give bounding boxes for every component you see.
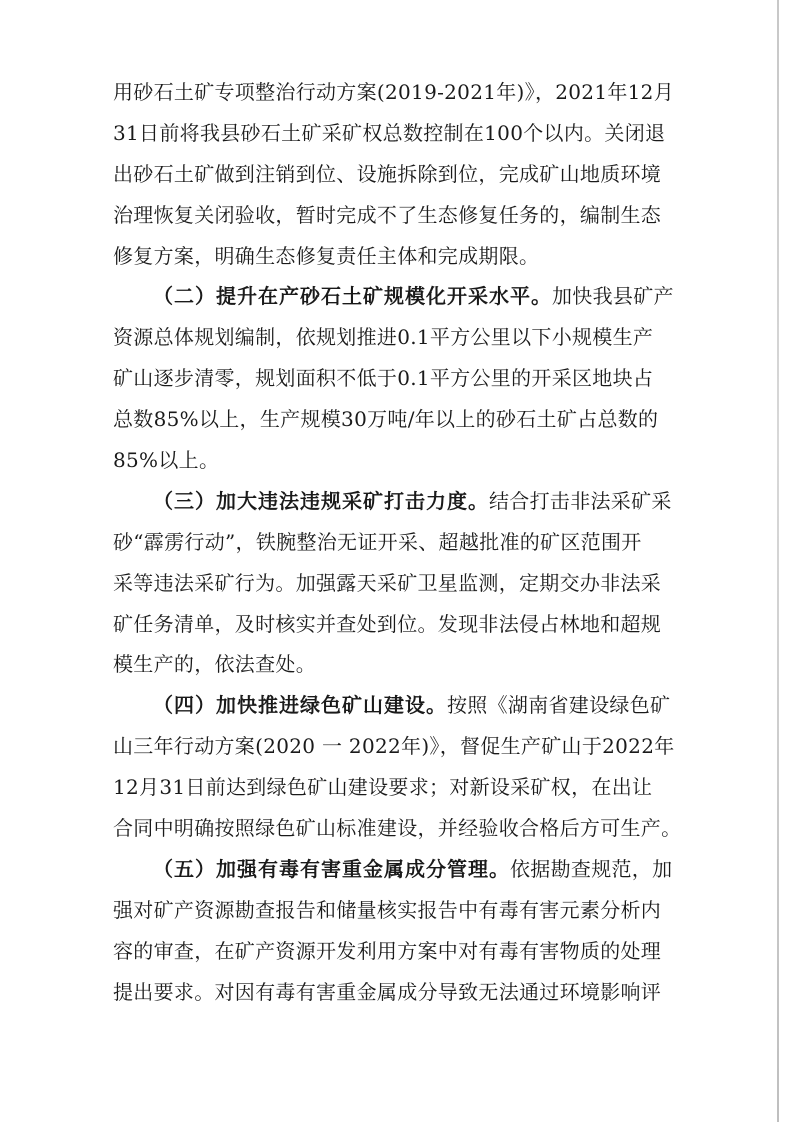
text-line: 合同中明确按照绿色矿山标准建设，并经验收合格后方可生产。 [113,816,682,841]
text-line: 砂“霹雳行动”，铁腕整治无证开采、超越批准的矿区范围开 [113,529,642,554]
text-line: 12月31日前达到绿色矿山建设要求；对新设采矿权，在出让 [113,775,653,800]
text-line: 容的审查，在矿产资源开发利用方案中对有毒有害物质的处理 [113,938,662,963]
text-line: 修复方案，明确生态修复责任主体和完成期限。 [113,243,540,268]
text-line: 模生产的，依法查处。 [113,652,316,677]
text-line: 山三年行动方案(2020 一 2022年)》，督促生产矿山于2022年 [113,734,675,759]
text-line: 提出要求。对因有毒有害重金属成分导致无法通过环境影响评 [113,979,662,1004]
section-2-first-line [113,276,719,317]
scan-edge-shadow [777,0,779,1122]
text-line: 矿任务清单，及时核实并查处到位。发现非法侵占林地和超规 [113,611,662,636]
text-line: 总数85%以上，生产规模30万吨/年以上的砂石土矿占总数的 [113,407,659,432]
text-line: 资源总体规划编制，依规划推进0.1平方公里以下小规模生产 [113,325,654,350]
section-2-heading: （二）提升在产砂石土矿规模化开采水平。 [153,284,552,309]
section-3-heading: （三）加大违法违规采矿打击力度。 [153,488,489,513]
section-5-first-line-text: 依据勘查规范，加 [510,856,673,881]
text-line: 31日前将我县砂石土矿采矿权总数控制在100个以内。关闭退 [113,120,666,145]
section-4-heading: （四）加快推进绿色矿山建设。 [153,693,447,718]
text-line: 强对矿产资源勘查报告和储量核实报告中有毒有害元素分析内 [113,897,662,922]
text-line: 用砂石土矿专项整治行动方案(2019-2021年)》，2021年12月 [113,80,675,104]
section-2-first-line-text: 加快我县矿产 [552,284,674,309]
section-3-first-line-text: 结合打击非法采矿采 [489,488,672,513]
text-line: 采等违法采矿行为。加强露天采矿卫星监测，定期交办非法采 [113,570,662,595]
document-body [113,72,719,1012]
text-line: 矿山逐步清零，规划面积不低于0.1平方公里的开采区地块占 [113,366,654,391]
section-5-heading: （五）加强有毒有害重金属成分管理。 [153,856,510,881]
section-4-first-line [113,685,719,726]
section-3-first-line [113,481,719,522]
text-line: 治理恢复关闭验收，暂时完成不了生态修复任务的，编制生态 [113,202,662,227]
section-5-first-line [113,849,719,890]
section-4-first-line-text: 按照《湖南省建设绿色矿 [447,693,671,718]
text-line: 出砂石土矿做到注销到位、设施拆除到位，完成矿山地质环境 [113,161,662,186]
text-line: 85%以上。 [113,448,220,473]
